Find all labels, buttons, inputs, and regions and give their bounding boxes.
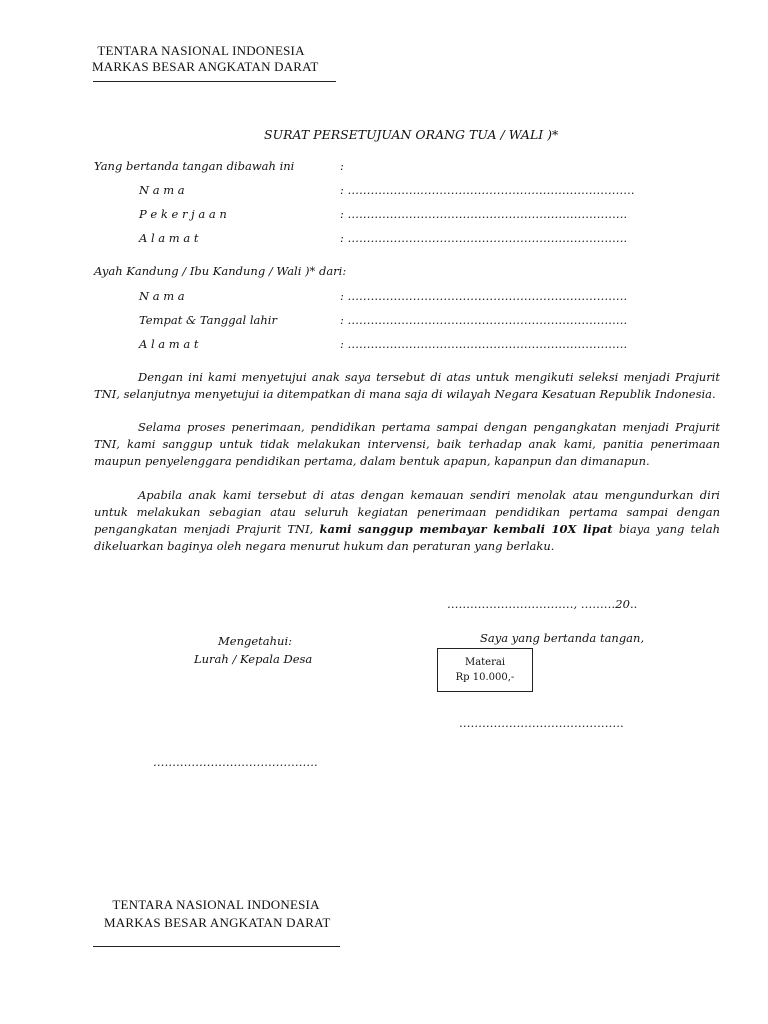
paragraph-3-emphasis: kami sanggup membayar kembali 10X lipat	[319, 522, 613, 536]
field-label-nama-1: N a m a	[139, 183, 185, 197]
field-value-alamat-1: : ……………………………………………………………….	[340, 231, 628, 245]
header-line-1: TENTARA NASIONAL INDONESIA	[97, 43, 305, 58]
paragraph-2: Selama proses penerimaan, pendidikan pertama sampai dengan pengangkatan menjadi Prajurit TNI, kami sanggup untuk tidak melakukan intervensi, baik terhadap anak kami, panitia penerimaan maupun penyelenggara pendidikan pertama, dalam bentuk apapun, kapanpun dan dimanapun.	[94, 420, 720, 468]
field-label-ttl: Tempat & Tanggal lahir	[139, 313, 277, 327]
materai-label: Materai	[464, 657, 506, 668]
field-value-pekerjaan: : ……………………………………………………………….	[340, 207, 628, 221]
materai-value: Rp 10.000,-	[455, 672, 515, 683]
field-value-nama-1: : ………………..……………………………………………….	[340, 183, 635, 197]
left-title-1: Mengetahui:	[218, 634, 292, 648]
field-label-pekerjaan: P e k e r j a a n	[139, 207, 227, 221]
field-label-alamat-2: A l a m a t	[139, 337, 199, 351]
left-signature-line: …………………………………….	[153, 755, 318, 769]
footer-line-2: MARKAS BESAR ANGKATAN DARAT	[104, 915, 331, 930]
section2-intro: Ayah Kandung / Ibu Kandung / Wali )* dari:	[94, 264, 347, 278]
field-label-alamat-1: A l a m a t	[139, 231, 199, 245]
field-value-ttl: : ……………………………………………………………….	[340, 313, 628, 327]
field-value-nama-2: : ……………………………………………………………….	[340, 289, 628, 303]
document-title: SURAT PERSETUJUAN ORANG TUA / WALI )*	[264, 127, 559, 142]
date-line: ……………………………, ………20..	[447, 597, 638, 611]
materai-stamp-box	[437, 648, 533, 692]
footer-underline	[93, 946, 340, 947]
section1-intro: Yang bertanda tangan dibawah ini	[94, 159, 295, 173]
section1-intro-colon: :	[340, 159, 344, 173]
paragraph-1: Dengan ini kami menyetujui anak saya tersebut di atas untuk mengikuti seleksi menjadi Prajurit TNI, selanjutnya menyetujui ia ditempatkan di mana saja di wilayah Negara Kesatuan Republik Indonesia.	[94, 370, 720, 401]
footer-line-1: TENTARA NASIONAL INDONESIA	[112, 897, 320, 912]
field-label-nama-2: N a m a	[139, 289, 185, 303]
left-title-2: Lurah / Kepala Desa	[194, 652, 313, 666]
header-line-2: MARKAS BESAR ANGKATAN DARAT	[92, 59, 319, 74]
right-title: Saya yang bertanda tangan,	[480, 631, 645, 645]
field-value-alamat-2: : ……………………………………………………………….	[340, 337, 628, 351]
right-signature-line: …………………………………….	[459, 716, 624, 730]
header-underline	[93, 81, 336, 82]
paragraph-3: Apabila anak kami tersebut di atas dengan kemauan sendiri menolak atau mengundurkan diri untuk melakukan sebagian atau seluruh kegiatan penerimaan pendidikan pertama sampai dengan pengangkatan menjadi Prajurit TNI, kami sanggup membayar kembali 10X lipat biaya yang telah dikeluarkan baginya oleh negara menurut hukum dan peraturan yang berlaku.	[94, 488, 720, 553]
